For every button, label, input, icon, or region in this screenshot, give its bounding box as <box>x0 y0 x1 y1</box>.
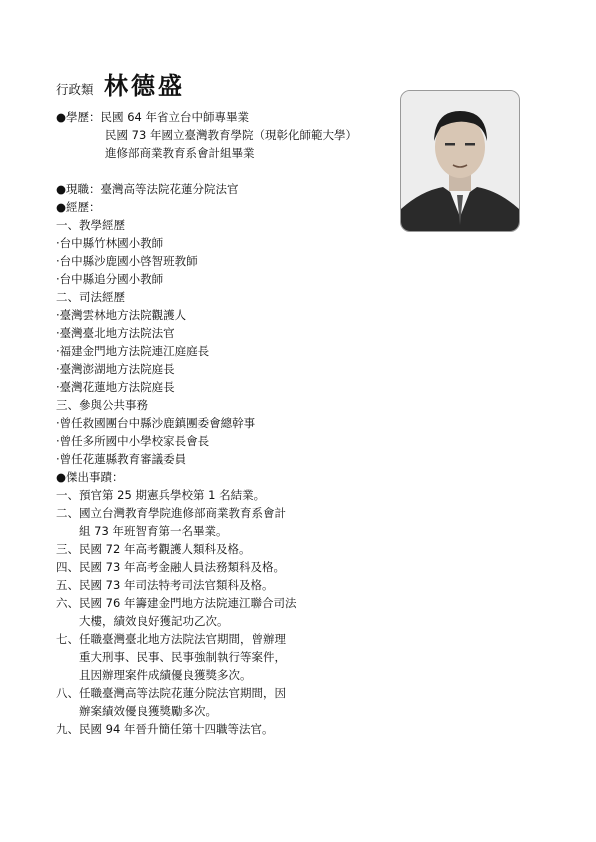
list-item: ‧曾任多所國中小學校家長會長 <box>56 434 210 448</box>
list-item: ‧台中縣追分國小教師 <box>56 272 164 286</box>
current-position: 臺灣高等法院花蓮分院法官 <box>100 182 239 196</box>
education-label: ●學歷： <box>56 110 101 124</box>
category-label: 行政類 <box>56 82 94 97</box>
list-item: ‧曾任救國團台中縣沙鹿鎮團委會總幹事 <box>56 416 256 430</box>
achievement-line: 二、國立台灣教育學院進修部商業教育系會計 <box>56 506 286 520</box>
section-title: 一、教學經歷 <box>56 218 125 232</box>
achievement-line: 七、任職臺灣臺北地方法院法官期間，曾辦理 <box>56 632 286 646</box>
achievements-label: ●傑出事蹟： <box>56 470 124 484</box>
achievement-line: 大樓，績效良好獲記功乙次。 <box>79 614 229 628</box>
person-name: 林德盛 <box>104 72 185 100</box>
list-item: ‧台中縣竹林國小教師 <box>56 236 164 250</box>
portrait-image <box>401 91 519 231</box>
achievement-line: 組 73 年班智育第一名畢業。 <box>79 524 228 538</box>
achievement-line: 八、任職臺灣高等法院花蓮分院法官期間，因 <box>56 686 286 700</box>
achievement-line: 且因辦理案件成績優良獲獎多次。 <box>79 668 252 682</box>
list-item: ‧臺灣花蓮地方法院庭長 <box>56 380 175 394</box>
list-item: ‧福建金門地方法院連江庭庭長 <box>56 344 210 358</box>
education-line: 民國 64 年省立台中師專畢業 <box>100 110 249 124</box>
education-line: 民國 73 年國立臺灣教育學院（現彰化師範大學） <box>105 128 357 142</box>
list-item: ‧臺灣臺北地方法院法官 <box>56 326 175 340</box>
list-item: ‧臺灣雲林地方法院觀護人 <box>56 308 187 322</box>
achievement-line: 五、民國 73 年司法特考司法官類科及格。 <box>56 578 274 592</box>
education-row <box>56 108 396 126</box>
achievement-line: 辦案績效優良獲獎勵多次。 <box>79 704 217 718</box>
achievement-line: 一、預官第 25 期憲兵學校第 1 名結業。 <box>56 488 266 502</box>
education-line: 進修部商業教育系會計組畢業 <box>105 146 255 160</box>
current-label: ●現職： <box>56 182 101 196</box>
experience-label: ●經歷： <box>56 200 101 214</box>
section-title: 三、參與公共事務 <box>56 398 148 412</box>
portrait-photo <box>400 90 520 232</box>
current-position-row <box>56 180 396 198</box>
achievement-line: 九、民國 94 年晉升簡任第十四職等法官。 <box>56 722 274 736</box>
list-item: ‧臺灣澎湖地方法院庭長 <box>56 362 175 376</box>
achievement-line: 重大刑事、民事、民事強制執行等案件， <box>79 650 286 664</box>
achievement-line: 六、民國 76 年籌建金門地方法院連江聯合司法 <box>56 596 297 610</box>
section-title: 二、司法經歷 <box>56 290 125 304</box>
list-item: ‧台中縣沙鹿國小啓智班教師 <box>56 254 198 268</box>
list-item: ‧曾任花蓮縣教育審議委員 <box>56 452 187 466</box>
achievement-line: 三、民國 72 年高考觀護人類科及格。 <box>56 542 251 556</box>
resume-body <box>56 108 396 738</box>
achievement-line: 四、民國 73 年高考金融人員法務類科及格。 <box>56 560 285 574</box>
